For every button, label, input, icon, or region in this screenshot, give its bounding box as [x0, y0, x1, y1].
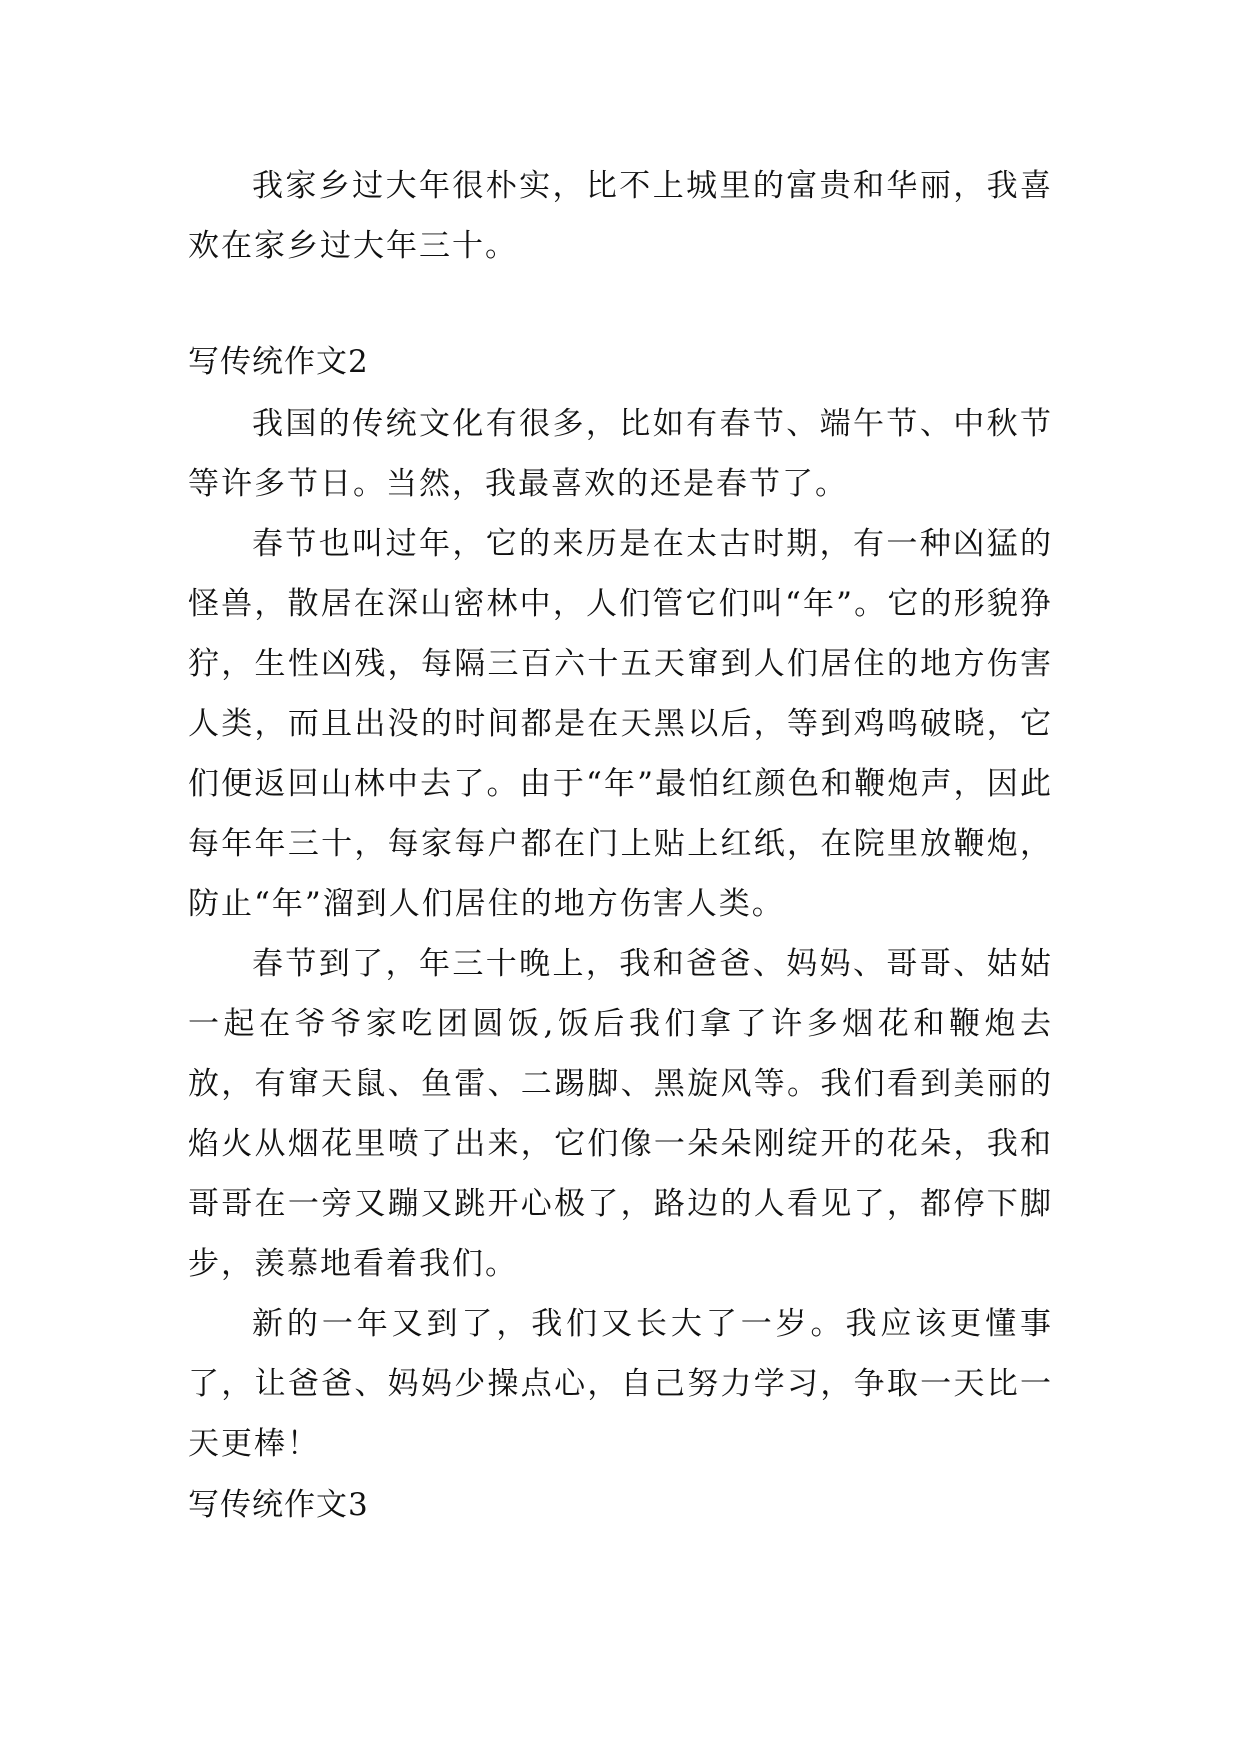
- section-2-body: [188, 394, 1053, 1474]
- section-2-paragraph-3: 春节到了，年三十晚上，我和爸爸、妈妈、哥哥、姑姑一起在爷爷家吃团圆饭,饭后我们拿了许多烟花和鞭炮去放，有窜天鼠、鱼雷、二踢脚、黑旋风等。我们看到美丽的焰火从烟花里喷了出来，它们像一朵朵刚绽开的花朵，我和哥哥在一旁又蹦又跳开心极了，路边的人看见了，都停下脚步，羡慕地看着我们。: [188, 946, 1053, 1282]
- section-2: [188, 332, 1053, 392]
- section-3: [188, 1475, 1053, 1535]
- section-2-heading: 写传统作文2: [188, 344, 369, 380]
- section-2-paragraph-1: 我国的传统文化有很多，比如有春节、端午节、中秋节等许多节日。当然，我最喜欢的还是春节了。: [188, 406, 1053, 502]
- intro-block: [188, 156, 1053, 276]
- intro-paragraph: 我家乡过大年很朴实，比不上城里的富贵和华丽，我喜欢在家乡过大年三十。: [188, 168, 1053, 264]
- section-3-heading: 写传统作文3: [188, 1487, 369, 1523]
- section-2-paragraph-4: 新的一年又到了，我们又长大了一岁。我应该更懂事了，让爸爸、妈妈少操点心，自己努力学习，争取一天比一天更棒！: [188, 1306, 1053, 1462]
- section-2-paragraph-2: 春节也叫过年，它的来历是在太古时期，有一种凶猛的怪兽，散居在深山密林中，人们管它们叫“年”。它的形貌狰狞，生性凶残，每隔三百六十五天窜到人们居住的地方伤害人类，而且出没的时间都是在天黑以后，等到鸡鸣破晓，它们便返回山林中去了。由于“年”最怕红颜色和鞭炮声，因此每年年三十，每家每户都在门上贴上红纸，在院里放鞭炮，防止“年”溜到人们居住的地方伤害人类。: [188, 526, 1053, 922]
